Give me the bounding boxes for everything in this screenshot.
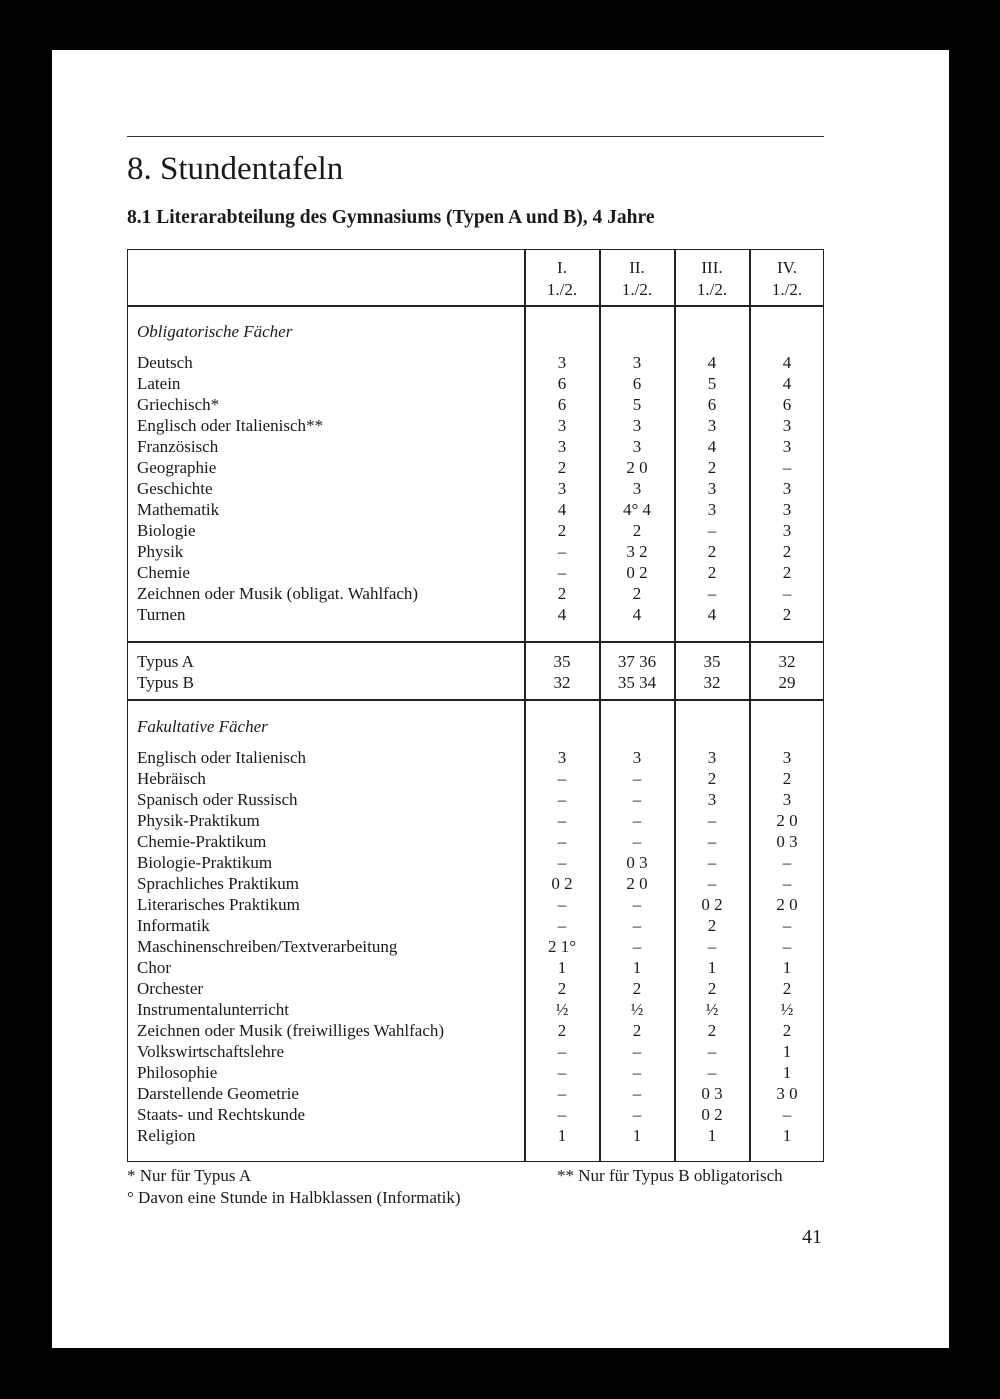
cell-value: 2 [707,916,717,935]
cell-value: 4 [557,605,567,624]
row-label: Griechisch* [137,395,220,414]
row-label: Geschichte [137,479,213,498]
cell-value: 2 0 [776,811,798,830]
cell-value: – [707,853,717,872]
row-label: Typus B [137,673,194,692]
cell-value: 3 [632,353,642,372]
cell-value: 4 [707,605,717,624]
cell-value: 3 [707,748,717,767]
cell-value: – [632,811,642,830]
section-divider [128,641,823,643]
cell-value: 4 [557,500,567,519]
cell-value: 35 [553,652,571,671]
cell-value: 4 [782,353,792,372]
row-label: Biologie-Praktikum [137,853,273,872]
cell-value: 3 [707,500,717,519]
row-label: Mathematik [137,500,220,519]
cell-value: 6 [782,395,792,414]
cell-value: – [557,542,567,561]
footnote-star: * Nur für Typus A [127,1166,252,1185]
cell-value: – [632,1105,642,1124]
cell-value: 3 [632,748,642,767]
cell-value: 0 3 [626,853,648,872]
cell-value: – [707,937,717,956]
column-header-1: I. 1./2. [546,258,578,299]
cell-value: 3 0 [776,1084,798,1103]
cell-value: 4 [782,374,792,393]
row-label: Philosophie [137,1063,218,1082]
cell-value: 2 [632,584,642,603]
cell-value: 0 3 [776,832,798,851]
row-label: Französisch [137,437,219,456]
cell-value: 32 [703,673,721,692]
cell-value: – [557,1084,567,1103]
cell-value: – [782,458,792,477]
row-label: Englisch oder Italienisch [137,748,307,767]
cell-value: 3 [707,479,717,498]
cell-value: – [782,853,792,872]
cell-value: 0 2 [701,895,723,914]
cell-value: 3 [557,748,567,767]
row-label: Volkswirtschaftslehre [137,1042,284,1061]
cell-value: 2 [632,1021,642,1040]
row-label: Typus A [137,652,194,671]
cell-value: 2 [782,1021,792,1040]
cell-value: 6 [632,374,642,393]
cell-value: 1 [707,958,717,977]
cell-value: – [557,832,567,851]
row-label: Physik-Praktikum [137,811,260,830]
cell-value: – [557,1042,567,1061]
cell-value: 3 [632,437,642,456]
cell-value: 35 [703,652,721,671]
cell-value: 32 [553,673,571,692]
cell-value: 3 [782,437,792,456]
row-label: Chor [137,958,171,977]
row-label: Instrumentalunterricht [137,1000,290,1019]
cell-value: – [782,874,792,893]
top-rule [127,136,824,137]
cell-value: ½ [555,1000,569,1019]
row-label: Chemie-Praktikum [137,832,267,851]
cell-value: 37 36 [617,652,657,671]
row-label: Religion [137,1126,196,1145]
cell-value: 2 0 [776,895,798,914]
column-header-3: III. 1./2. [696,258,728,299]
row-label: Spanisch oder Russisch [137,790,298,809]
cell-value: 29 [778,673,796,692]
row-label: Zeichnen oder Musik (obligat. Wahlfach) [137,584,419,603]
cell-value: – [557,769,567,788]
cell-value: 3 [782,479,792,498]
row-label: Informatik [137,916,210,935]
cell-value: 3 [782,790,792,809]
cell-value: 3 [782,500,792,519]
header-divider [128,305,823,307]
cell-value: 2 [557,1021,567,1040]
cell-value: – [632,769,642,788]
row-label: Hebräisch [137,769,206,788]
cell-value: – [707,811,717,830]
row-label: Literarisches Praktikum [137,895,300,914]
cell-value: 3 [782,748,792,767]
cell-value: – [632,832,642,851]
cell-value: – [632,895,642,914]
cell-value: – [557,1063,567,1082]
cell-value: 1 [707,1126,717,1145]
cell-value: 0 3 [701,1084,723,1103]
cell-value: 2 [782,563,792,582]
cell-value: 2 0 [626,458,648,477]
cell-value: – [632,916,642,935]
cell-value: – [707,521,717,540]
cell-value: – [782,916,792,935]
row-label: Zeichnen oder Musik (freiwilliges Wahlfach) [137,1021,445,1040]
cell-value: – [632,1063,642,1082]
cell-value: – [557,811,567,830]
cell-value: 6 [707,395,717,414]
cell-value: 2 [707,458,717,477]
cell-value: 6 [557,395,567,414]
cell-value: – [707,1063,717,1082]
cell-value: 0 2 [626,563,648,582]
optional-heading: Fakultative Fächer [137,717,268,736]
cell-value: 2 [557,521,567,540]
cell-value: 3 [707,790,717,809]
cell-value: 2 0 [626,874,648,893]
cell-value: 2 [707,979,717,998]
cell-value: 3 [557,416,567,435]
cell-value: ½ [780,1000,794,1019]
row-label: Latein [137,374,181,393]
cell-value: 1 [557,958,567,977]
row-label: Biologie [137,521,196,540]
cell-value: – [557,895,567,914]
cell-value: 1 [557,1126,567,1145]
cell-value: 5 [707,374,717,393]
cell-value: 2 [707,563,717,582]
cell-value: 1 [782,1126,792,1145]
cell-value: 1 [782,958,792,977]
cell-value: 4 [707,437,717,456]
row-label: Chemie [137,563,190,582]
cell-value: – [557,853,567,872]
cell-value: 3 [632,416,642,435]
cell-value: 2 [632,979,642,998]
section-divider [128,699,823,701]
cell-value: – [782,1105,792,1124]
cell-value: – [707,874,717,893]
chapter-title: 8. Stundentafeln [127,151,344,187]
cell-value: 0 2 [701,1105,723,1124]
cell-value: 1 [632,958,642,977]
section-title: 8.1 Literarabteilung des Gymnasiums (Typen A und B), 4 Jahre [127,207,655,228]
cell-value: – [632,790,642,809]
timetable [127,249,824,1162]
cell-value: 32 [778,652,796,671]
cell-value: 4° 4 [622,500,652,519]
cell-value: – [632,937,642,956]
row-label: Sprachliches Praktikum [137,874,299,893]
cell-value: 4 [632,605,642,624]
cell-value: ½ [630,1000,644,1019]
cell-value: 3 [557,353,567,372]
cell-value: 35 34 [617,673,657,692]
page-number: 41 [802,1226,822,1248]
cell-value: 2 [557,584,567,603]
row-label: Physik [137,542,184,561]
cell-value: – [557,790,567,809]
cell-value: ½ [705,1000,719,1019]
cell-value: 2 [782,769,792,788]
row-label: Staats- und Rechtskunde [137,1105,306,1124]
row-label: Deutsch [137,353,193,372]
cell-value: – [557,563,567,582]
cell-value: 2 1° [547,937,577,956]
cell-value: 2 [707,769,717,788]
cell-value: – [557,1105,567,1124]
row-label: Englisch oder Italienisch** [137,416,324,435]
cell-value: 4 [707,353,717,372]
cell-value: – [782,584,792,603]
cell-value: 2 [782,605,792,624]
cell-value: 0 2 [551,874,573,893]
cell-value: 6 [557,374,567,393]
cell-value: 2 [632,521,642,540]
cell-value: 3 [557,479,567,498]
cell-value: – [557,916,567,935]
cell-value: 2 [707,542,717,561]
cell-value: – [707,1042,717,1061]
cell-value: 1 [782,1042,792,1061]
cell-value: – [707,832,717,851]
cell-value: 2 [707,1021,717,1040]
cell-value: 3 [782,521,792,540]
cell-value: 5 [632,395,642,414]
cell-value: 2 [782,542,792,561]
cell-value: 3 [707,416,717,435]
column-header-2: II. 1./2. [621,258,653,299]
cell-value: – [782,937,792,956]
row-label: Darstellende Geometrie [137,1084,299,1103]
cell-value: 1 [782,1063,792,1082]
row-label: Maschinenschreiben/Textverarbeitung [137,937,398,956]
cell-value: 3 2 [626,542,648,561]
page [52,50,949,1348]
row-label: Turnen [137,605,186,624]
cell-value: – [632,1042,642,1061]
row-label: Geographie [137,458,217,477]
cell-value: 1 [632,1126,642,1145]
cell-value: 2 [557,979,567,998]
cell-value: 2 [557,458,567,477]
footnote-degree: ° Davon eine Stunde in Halbklassen (Informatik) [127,1188,461,1207]
cell-value: 3 [557,437,567,456]
column-header-4: IV. 1./2. [771,258,803,299]
cell-value: – [707,584,717,603]
cell-value: 3 [632,479,642,498]
footnote-double-star: ** Nur für Typus B obligatorisch [557,1166,783,1185]
cell-value: – [632,1084,642,1103]
cell-value: 3 [782,416,792,435]
cell-value: 2 [782,979,792,998]
obligatory-heading: Obligatorische Fächer [137,322,293,341]
row-label: Orchester [137,979,204,998]
